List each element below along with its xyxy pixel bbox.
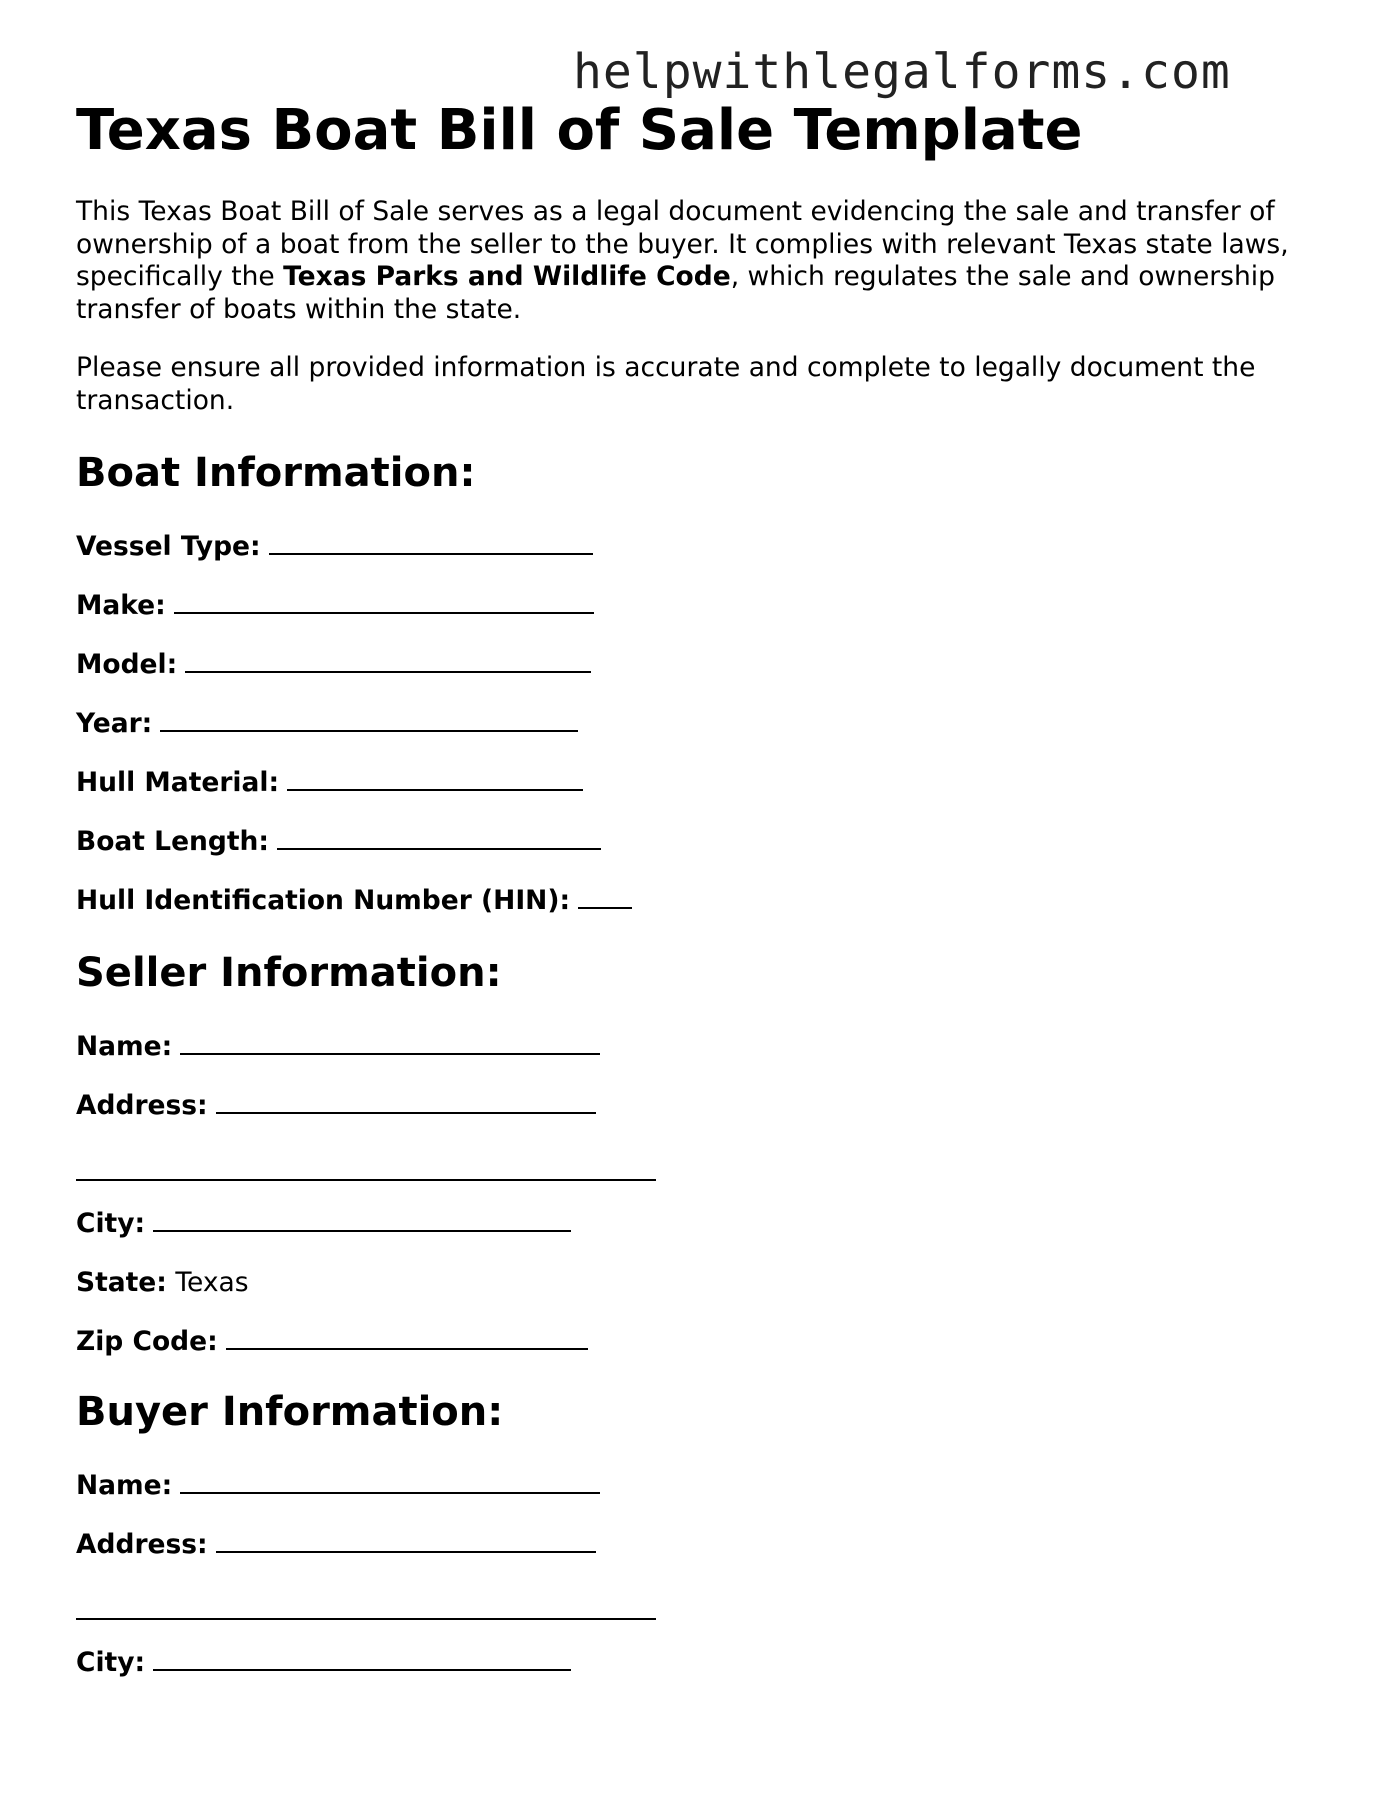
- seller-zip-field: [76, 1325, 588, 1359]
- model-label: Model:: [76, 649, 178, 680]
- buyer-name-field: [76, 1469, 600, 1503]
- buyer-name-label: Name:: [76, 1470, 173, 1501]
- model-field: [76, 648, 591, 682]
- accuracy-note: Please ensure all provided information is accurate and complete to legally document the transaction.: [76, 352, 1256, 416]
- year-label: Year:: [76, 708, 153, 739]
- buyer-city-blank[interactable]: [153, 1668, 571, 1671]
- hin-blank[interactable]: [578, 906, 632, 909]
- vessel-type-label: Vessel Type:: [76, 531, 261, 562]
- buyer-name-blank[interactable]: [180, 1491, 600, 1494]
- seller-address-line-2[interactable]: [76, 1178, 656, 1181]
- buyer-city-label: City:: [76, 1647, 146, 1678]
- buyer-address-field: [76, 1528, 596, 1562]
- seller-city-field: [76, 1207, 571, 1241]
- intro-paragraph: [76, 196, 1326, 326]
- make-blank[interactable]: [174, 611, 594, 614]
- seller-state-value: Texas: [175, 1267, 249, 1298]
- make-label: Make:: [76, 590, 166, 621]
- intro-code-reference: Texas Parks and Wildlife Code: [283, 261, 731, 292]
- site-watermark: helpwithlegalforms.com: [573, 44, 1231, 100]
- seller-state-label: State:: [76, 1267, 167, 1298]
- year-field: [76, 707, 578, 741]
- seller-state-field: [76, 1266, 249, 1300]
- boat-length-field: [76, 825, 601, 859]
- hin-field: [76, 884, 632, 918]
- seller-city-label: City:: [76, 1208, 146, 1239]
- seller-name-field: [76, 1030, 600, 1064]
- year-blank[interactable]: [160, 729, 578, 732]
- make-field: [76, 589, 594, 623]
- seller-info-heading: Seller Information:: [76, 950, 502, 996]
- boat-length-blank[interactable]: [277, 847, 601, 850]
- hin-label: Hull Identification Number (HIN):: [76, 885, 571, 916]
- seller-zip-label: Zip Code:: [76, 1326, 218, 1357]
- buyer-info-heading: Buyer Information:: [76, 1389, 504, 1435]
- hull-material-field: [76, 766, 583, 800]
- model-blank[interactable]: [185, 670, 591, 673]
- hull-material-blank[interactable]: [287, 788, 583, 791]
- intro-text-after: , which regulates the sale and ownership transfer of boats within the state.: [76, 261, 1275, 325]
- seller-address-field: [76, 1089, 596, 1123]
- seller-name-blank[interactable]: [180, 1052, 600, 1055]
- page-title: Texas Boat Bill of Sale Template: [76, 98, 1083, 163]
- buyer-address-blank[interactable]: [216, 1550, 596, 1553]
- seller-zip-blank[interactable]: [226, 1347, 588, 1350]
- buyer-address-line-2[interactable]: [76, 1617, 656, 1620]
- buyer-address-label: Address:: [76, 1529, 208, 1560]
- vessel-type-blank[interactable]: [269, 552, 593, 555]
- vessel-type-field: [76, 530, 593, 564]
- seller-address-blank[interactable]: [216, 1111, 596, 1114]
- intro-text-before: This Texas Boat Bill of Sale serves as a legal document evidencing the sale and transfer of ownership of a boat from the seller to the buyer. It complies with relevant Texas state laws, specifically the: [76, 196, 1289, 292]
- seller-city-blank[interactable]: [153, 1229, 571, 1232]
- buyer-city-field: [76, 1646, 571, 1680]
- boat-info-heading: Boat Information:: [76, 450, 476, 496]
- boat-length-label: Boat Length:: [76, 826, 270, 857]
- hull-material-label: Hull Material:: [76, 767, 280, 798]
- seller-name-label: Name:: [76, 1031, 173, 1062]
- seller-address-label: Address:: [76, 1090, 208, 1121]
